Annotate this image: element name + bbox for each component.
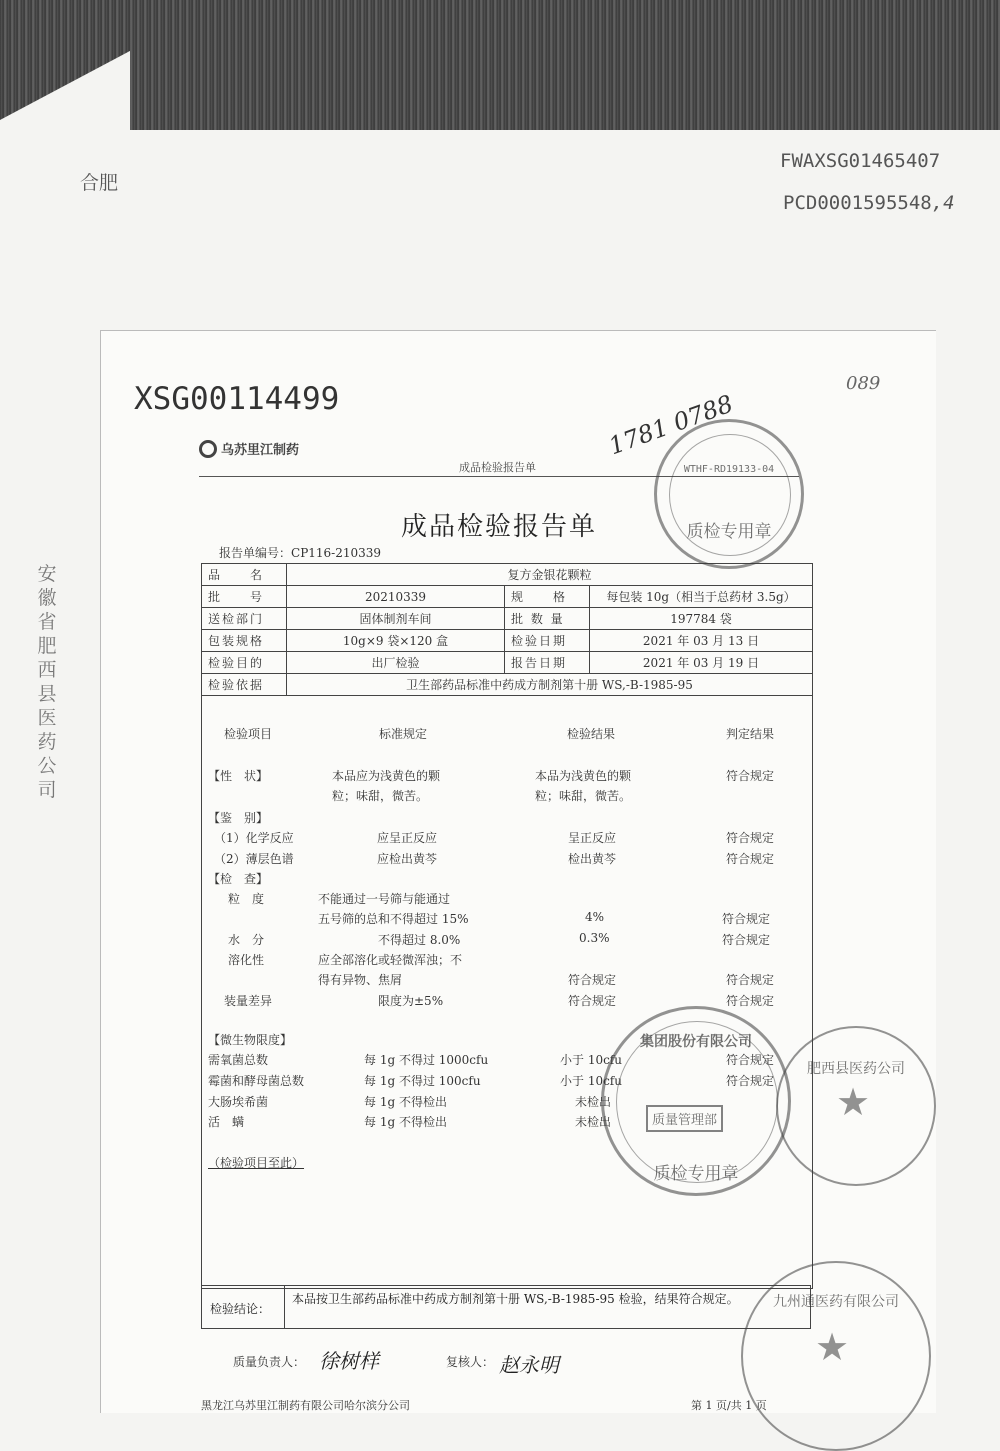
section-character: 【性 状】 [208, 769, 269, 783]
company-stamp-text: 质检专用章 [653, 1164, 739, 1184]
results-frame [201, 695, 813, 1289]
chem-verdict: 符合规定 [726, 831, 775, 845]
moisture-item: 水 分 [228, 933, 265, 947]
report-number-value: CP116-210339 [291, 546, 382, 560]
review-signature: 赵永明 [499, 1353, 559, 1377]
feixi-stamp-arc: 肥西县医药公司 [807, 1061, 905, 1077]
tlc-res: 检出黄芩 [568, 852, 617, 866]
section-inspection: 【检 查】 [208, 872, 269, 886]
table-row [202, 586, 813, 608]
col-verdict-header: 判定结果 [726, 727, 775, 741]
ecoli-std: 每 1g 不得检出 [364, 1095, 447, 1109]
tlc-verdict: 符合规定 [726, 852, 775, 866]
end-note: （检验项目至此） [208, 1156, 305, 1170]
mites-item: 活 螨 [208, 1115, 245, 1129]
character-res-2: 粒；味甜，微苦。 [535, 789, 632, 803]
scan-artifact-top [0, 0, 1000, 135]
qa-label: 质量负责人： [233, 1355, 306, 1369]
review-label: 复核人： [446, 1355, 495, 1369]
character-res-1: 本品为浅黄色的颗 [535, 769, 632, 783]
side-stamp: 安徽省肥西县医药公司 [37, 563, 57, 801]
qc-stamp-top-code: WTHF-RD19133-04 [683, 464, 775, 475]
header-code-2 [783, 192, 955, 214]
chem-item: （1）化学反应 [214, 831, 294, 845]
character-std-1: 本品应为浅黄色的颗 [332, 769, 441, 783]
company-logo [199, 439, 299, 458]
mold-std: 每 1g 不得过 100cfu [364, 1074, 481, 1088]
header-city: 合肥 [80, 172, 119, 194]
aerobic-item: 需氧菌总数 [208, 1053, 269, 1067]
aerobic-res: 小于 10cfu [560, 1053, 622, 1067]
granularity-std-1: 不能通过一号筛与能通过 [318, 892, 451, 906]
spec-value: 每包装 10g（相当于总药材 3.5g） [590, 586, 813, 608]
moisture-res: 0.3% [579, 931, 610, 945]
aerobic-std: 每 1g 不得过 1000cfu [364, 1053, 489, 1067]
granularity-res: 4% [585, 910, 605, 924]
jiuzhou-stamp [741, 1261, 931, 1451]
product-value: 复方金银花颗粒 [287, 564, 813, 586]
tlc-std: 应检出黄芩 [377, 852, 438, 866]
corner-number: 089 [846, 373, 881, 394]
solubility-res: 符合规定 [568, 973, 617, 987]
product-label: 品 名 [202, 564, 287, 586]
mold-item: 霉菌和酵母菌总数 [208, 1074, 305, 1088]
moisture-std: 不得超过 8.0% [378, 933, 461, 947]
feixi-stamp [776, 1026, 936, 1186]
mites-res: 未检出 [575, 1115, 612, 1129]
header-code-2-suffix: ,4 [931, 192, 955, 214]
solubility-verdict: 符合规定 [726, 973, 775, 987]
page-title: 成品检验报告单 [401, 512, 598, 542]
chem-res: 呈正反应 [568, 831, 617, 845]
scan-artifact-edge [0, 130, 1000, 144]
dept-value: 固体制剂车间 [287, 608, 505, 630]
header-code-2-value: PCD0001595548 [783, 192, 932, 214]
ecoli-res: 未检出 [575, 1095, 612, 1109]
company-stamp [601, 1006, 791, 1196]
load-res: 符合规定 [568, 994, 617, 1008]
footer-company: 黑龙江乌苏里江制药有限公司哈尔滨分公司 [201, 1399, 410, 1412]
pack-label: 包装规格 [202, 630, 287, 652]
report-date-label: 报告日期 [505, 652, 590, 674]
table-row [202, 608, 813, 630]
character-std-2: 粒；味甜，微苦。 [332, 789, 429, 803]
report-date-value: 2021 年 03 月 19 日 [590, 652, 813, 674]
tlc-item: （2）薄层色谱 [214, 852, 294, 866]
ecoli-item: 大肠埃希菌 [208, 1095, 269, 1109]
test-date-value: 2021 年 03 月 13 日 [590, 630, 813, 652]
report-document [100, 330, 936, 1413]
purpose-value: 出厂检验 [287, 652, 505, 674]
load-item: 装量差异 [224, 994, 273, 1008]
qty-value: 197784 袋 [590, 608, 813, 630]
col-standard-header: 标准规定 [379, 727, 428, 741]
solubility-std-1: 应全部溶化或轻微浑浊；不 [318, 953, 463, 967]
company-stamp-rect: 质量管理部 [646, 1105, 723, 1132]
moisture-verdict: 符合规定 [722, 933, 771, 947]
col-result-header: 检验结果 [567, 727, 616, 741]
basis-value: 卫生部药品标准中药成方制剂第十册 WS,-B-1985-95 [287, 674, 813, 696]
col-item-header: 检验项目 [224, 727, 273, 741]
header-code-1: FWAXSG01465407 [780, 150, 941, 172]
qc-stamp-top-text: 质检专用章 [686, 522, 772, 542]
section-identification: 【鉴 别】 [208, 811, 269, 825]
company-stamp-arc: 集团股份有限公司 [640, 1034, 752, 1050]
header-small-title: 成品检验报告单 [459, 461, 536, 474]
granularity-item: 粒 度 [228, 892, 265, 906]
test-date-label: 检验日期 [505, 630, 590, 652]
load-std: 限度为±5% [378, 994, 444, 1008]
granularity-verdict: 符合规定 [722, 912, 771, 926]
load-verdict: 符合规定 [726, 994, 775, 1008]
solubility-item: 溶化性 [228, 953, 265, 967]
solubility-std-2: 得有异物、焦屑 [318, 973, 403, 987]
feixi-star-icon: ★ [836, 1080, 871, 1124]
report-number [219, 544, 381, 561]
conclusion-text: 本品按卫生部药品标准中药成方制剂第十册 WS,-B-1985-95 检验，结果符合规定。 [292, 1292, 739, 1306]
batch-value: 20210339 [287, 586, 505, 608]
qa-signature: 徐树样 [319, 1349, 379, 1373]
handwritten-note: 1781 0788 [605, 389, 737, 461]
basis-label: 检验依据 [202, 674, 287, 696]
info-table [201, 563, 813, 696]
mold-verdict: 符合规定 [726, 1074, 775, 1088]
qc-stamp-top [654, 419, 804, 569]
character-verdict: 符合规定 [726, 769, 775, 783]
table-row [202, 652, 813, 674]
logo-text: 乌苏里江制药 [221, 443, 300, 458]
conclusion-box [201, 1285, 811, 1329]
dept-label: 送检部门 [202, 608, 287, 630]
report-number-label: 报告单编号： [219, 546, 292, 560]
chem-std: 应呈正反应 [377, 831, 438, 845]
spec-label: 规 格 [505, 586, 590, 608]
section-microbe: 【微生物限度】 [208, 1033, 293, 1047]
mold-res: 小于 10cfu [560, 1074, 622, 1088]
qty-label: 批 数 量 [505, 608, 590, 630]
purpose-label: 检验目的 [202, 652, 287, 674]
granularity-std-2: 五号筛的总和不得超过 15% [318, 912, 469, 926]
table-row [202, 674, 813, 696]
footer-page: 第 1 页/共 1 页 [691, 1399, 767, 1412]
mites-std: 每 1g 不得检出 [364, 1115, 447, 1129]
logo-icon [199, 440, 217, 458]
conclusion-label: 检验结论： [210, 1302, 271, 1316]
document-id: XSG00114499 [134, 381, 340, 417]
aerobic-verdict: 符合规定 [726, 1053, 775, 1067]
batch-label: 批 号 [202, 586, 287, 608]
jiuzhou-star-icon: ★ [815, 1325, 850, 1369]
conclusion-divider [284, 1286, 285, 1328]
pack-value: 10g×9 袋×120 盒 [287, 630, 505, 652]
table-row [202, 630, 813, 652]
jiuzhou-stamp-arc: 九州通医药有限公司 [773, 1294, 899, 1310]
